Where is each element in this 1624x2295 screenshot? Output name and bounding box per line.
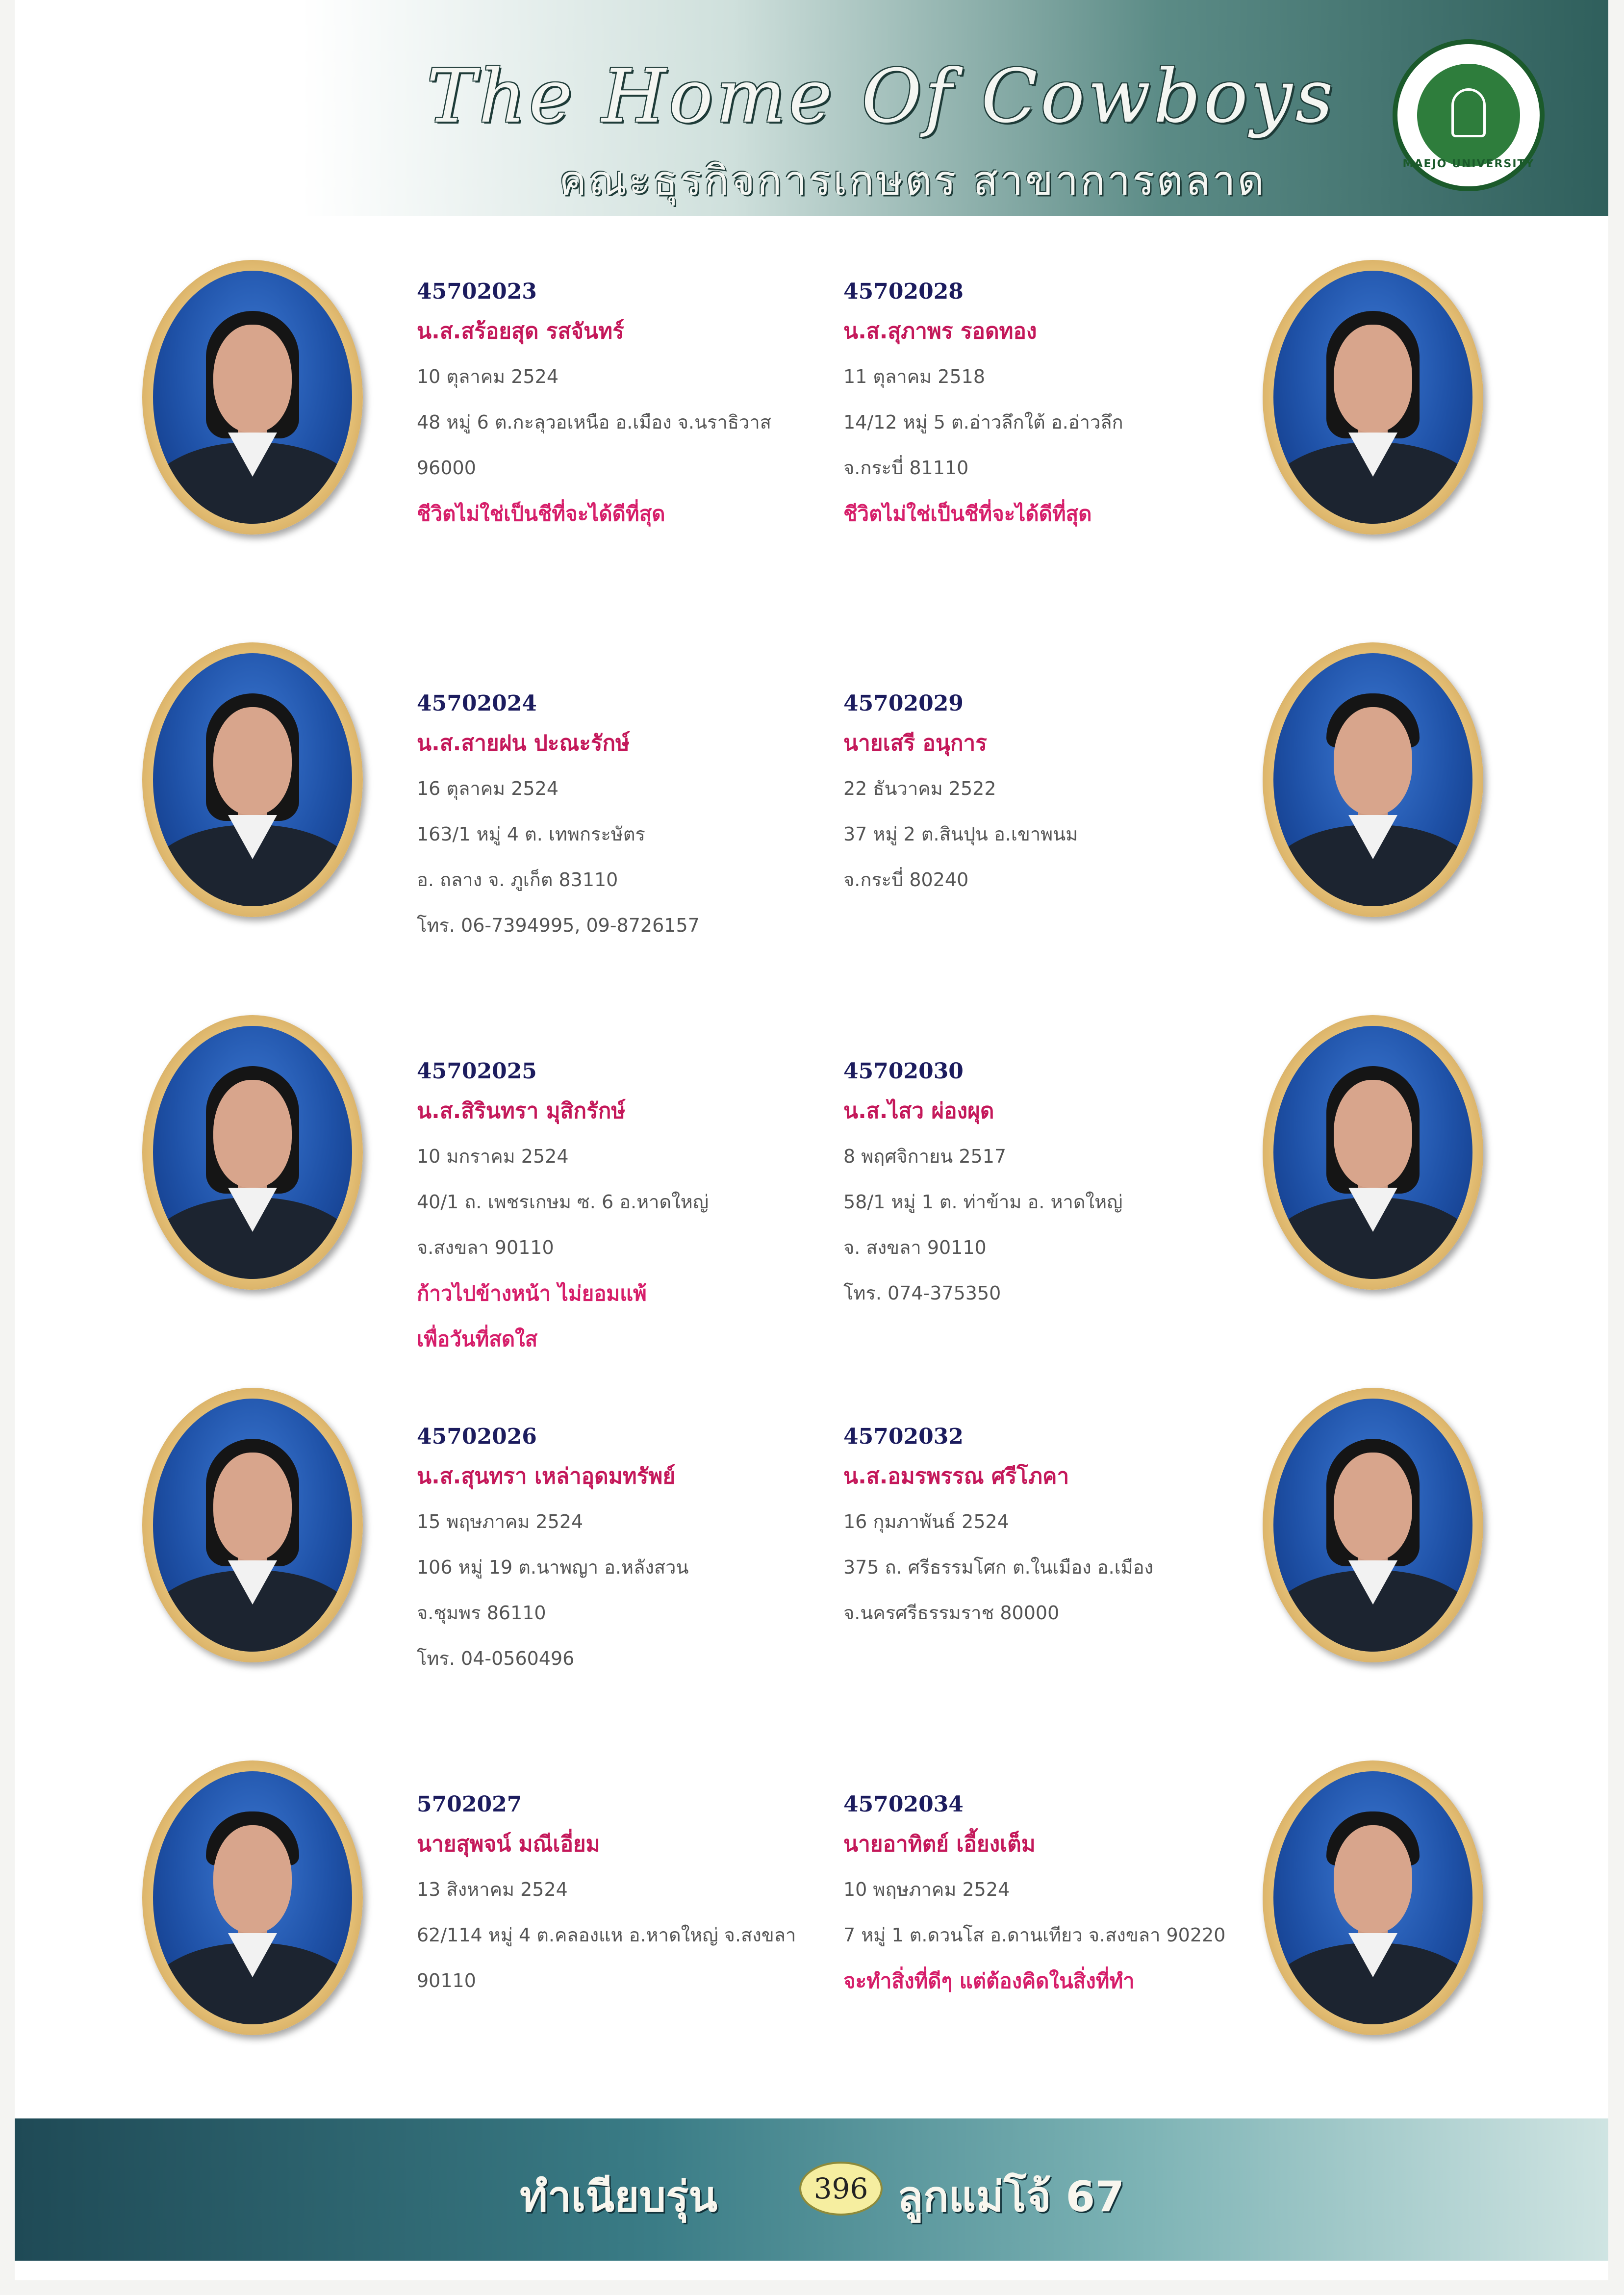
page-number: 396: [799, 2162, 883, 2216]
student-name: นายอาทิตย์ เอี้ยงเต็ม: [843, 1832, 1036, 1857]
student-name: นายเสรี อนุการ: [843, 731, 987, 756]
address-line: 58/1 หมู่ 1 ต. ท่าข้าม อ. หาดใหญ่: [843, 1191, 1123, 1213]
birth-date: 10 พฤษภาคม 2524: [843, 1879, 1010, 1900]
student-name: นายสุพจน์ มณีเอี่ยม: [417, 1832, 600, 1857]
portrait-background: [153, 653, 352, 906]
student-entry: [843, 275, 1260, 536]
address-line: 14/12 หมู่ 5 ต.อ่าวลึกใต้ อ.อ่าวลึก: [843, 411, 1123, 433]
portrait-face: [213, 1080, 292, 1188]
portrait-background: [153, 1026, 352, 1279]
portrait-face: [1334, 1825, 1412, 1933]
student-entry: [843, 1054, 1260, 1316]
address-line: 40/1 ถ. เพชรเกษม ซ. 6 อ.หาดใหญ่: [417, 1191, 709, 1213]
portrait-background: [1273, 1399, 1472, 1652]
student-name: น.ส.อมรพรรณ ศรีโภคา: [843, 1464, 1069, 1489]
motto-text: จะทำสิ่งที่ดีๆ แต่ต้องคิดในสิ่งที่ทำ: [843, 1969, 1135, 1993]
student-id: 45702026: [417, 1424, 537, 1449]
phone-number: โทร. 074-375350: [843, 1282, 1001, 1304]
student-entry: [843, 1420, 1260, 1636]
footer-title-left: ทำเนียบรุ่น: [520, 2172, 718, 2221]
student-id: 45702032: [843, 1424, 964, 1449]
student-id: 45702025: [417, 1059, 537, 1084]
student-id: 45702029: [843, 691, 964, 716]
address-line: จ.กระบี่ 80240: [843, 869, 969, 891]
phone-number: โทร. 04-0560496: [417, 1648, 575, 1669]
portrait-photo: [1263, 260, 1483, 535]
portrait-face: [1334, 1453, 1412, 1560]
address-line: อ. ถลาง จ. ภูเก็ต 83110: [417, 869, 618, 891]
seal-emblem: [1414, 61, 1523, 170]
portrait-photo: [142, 1388, 363, 1662]
student-name: น.ส.สิรินทรา มุสิกรักษ์: [417, 1098, 626, 1123]
portrait-photo: [142, 642, 363, 917]
birth-date: 10 มกราคม 2524: [417, 1146, 569, 1167]
address-line: จ.สงขลา 90110: [417, 1237, 554, 1258]
student-name: น.ส.สายฝน ปะณะรักษ์: [417, 731, 630, 756]
portrait-background: [153, 1771, 352, 2024]
motto-text: ก้าวไปข้างหน้า ไม่ยอมแพ้: [417, 1281, 647, 1305]
portrait-face: [1334, 325, 1412, 433]
address-line: 163/1 หมู่ 4 ต. เทพกระษัตร: [417, 823, 645, 845]
address-line: จ.ชุมพร 86110: [417, 1602, 546, 1624]
birth-date: 10 ตุลาคม 2524: [417, 366, 558, 387]
address-line: 62/114 หมู่ 4 ต.คลองแห อ.หาดใหญ่ จ.สงขลา: [417, 1924, 796, 1946]
student-entry: [417, 687, 834, 948]
seal-text: MAEJO UNIVERSITY: [1402, 158, 1535, 170]
motto-text: ชีวิตไม่ใช่เป็นชีที่จะได้ดีที่สุด: [417, 502, 665, 526]
student-id: 45702023: [417, 279, 537, 304]
page-subtitle: คณะธุรกิจการเกษตร สาขาการตลาด: [559, 156, 1267, 204]
student-id: 5702027: [417, 1792, 522, 1817]
portrait-background: [1273, 271, 1472, 524]
student-id: 45702030: [843, 1059, 964, 1084]
portrait-background: [153, 1399, 352, 1652]
page-title: The Home Of Cowboys: [427, 54, 1336, 139]
birth-date: 11 ตุลาคม 2518: [843, 366, 985, 387]
birth-date: 13 สิงหาคม 2524: [417, 1879, 568, 1900]
portrait-photo: [142, 1760, 363, 2035]
portrait-face: [213, 707, 292, 815]
address-line: 96000: [417, 457, 476, 479]
student-id: 45702028: [843, 279, 964, 304]
birth-date: 16 กุมภาพันธ์ 2524: [843, 1511, 1009, 1532]
portrait-background: [1273, 1026, 1472, 1279]
portrait-face: [1334, 707, 1412, 815]
address-line: 37 หมู่ 2 ต.สินปุน อ.เขาพนม: [843, 823, 1078, 845]
portrait-face: [213, 1825, 292, 1933]
portrait-photo: [1263, 1015, 1483, 1290]
address-line: 90110: [417, 1970, 476, 1991]
student-name: น.ส.สุนทรา เหล่าอุดมทรัพย์: [417, 1464, 676, 1489]
student-entry: [417, 1054, 834, 1362]
address-line: จ.กระบี่ 81110: [843, 457, 969, 479]
address-line: จ.นครศรีธรรมราช 80000: [843, 1602, 1060, 1624]
student-name: น.ส.ไสว ผ่องผุด: [843, 1098, 994, 1123]
portrait-photo: [142, 260, 363, 535]
portrait-photo: [1263, 642, 1483, 917]
student-id: 45702024: [417, 691, 537, 716]
portrait-photo: [142, 1015, 363, 1290]
portrait-face: [213, 325, 292, 433]
motto-text: ชีวิตไม่ใช่เป็นชีที่จะได้ดีที่สุด: [843, 502, 1092, 526]
student-entry: [417, 275, 834, 536]
address-line: จ. สงขลา 90110: [843, 1237, 987, 1258]
student-name: น.ส.สุภาพร รอดทอง: [843, 319, 1037, 344]
footer-title-right: ลูกแม่โจ้ 67: [897, 2172, 1125, 2221]
portrait-background: [1273, 1771, 1472, 2024]
seal-figure-icon: [1451, 88, 1486, 137]
student-entry: [843, 1787, 1260, 2004]
portrait-background: [153, 271, 352, 524]
student-entry: [417, 1787, 834, 2004]
student-name: น.ส.สร้อยสุด รสจันทร์: [417, 319, 624, 344]
birth-date: 22 ธันวาคม 2522: [843, 778, 996, 799]
portrait-face: [213, 1453, 292, 1560]
portrait-face: [1334, 1080, 1412, 1188]
address-line: 7 หมู่ 1 ต.ดวนโส อ.ดานเทียว จ.สงขลา 90220: [843, 1924, 1226, 1946]
birth-date: 8 พฤศจิกายน 2517: [843, 1146, 1007, 1167]
portrait-background: [1273, 653, 1472, 906]
birth-date: 16 ตุลาคม 2524: [417, 778, 558, 799]
address-line: 375 ถ. ศรีธรรมโศก ต.ในเมือง อ.เมือง: [843, 1556, 1154, 1578]
portrait-photo: [1263, 1760, 1483, 2035]
birth-date: 15 พฤษภาคม 2524: [417, 1511, 584, 1532]
student-entry: [417, 1420, 834, 1682]
student-id: 45702034: [843, 1792, 964, 1817]
portrait-photo: [1263, 1388, 1483, 1662]
university-seal-logo: [1393, 39, 1545, 191]
address-line: 106 หมู่ 19 ต.นาพญา อ.หลังสวน: [417, 1556, 689, 1578]
motto-text: เพื่อวันที่สดใส: [417, 1327, 538, 1351]
phone-number: โทร. 06-7394995, 09-8726157: [417, 915, 700, 936]
address-line: 48 หมู่ 6 ต.กะลุวอเหนือ อ.เมือง จ.นราธิวาส: [417, 411, 771, 433]
student-entry: [843, 687, 1260, 903]
